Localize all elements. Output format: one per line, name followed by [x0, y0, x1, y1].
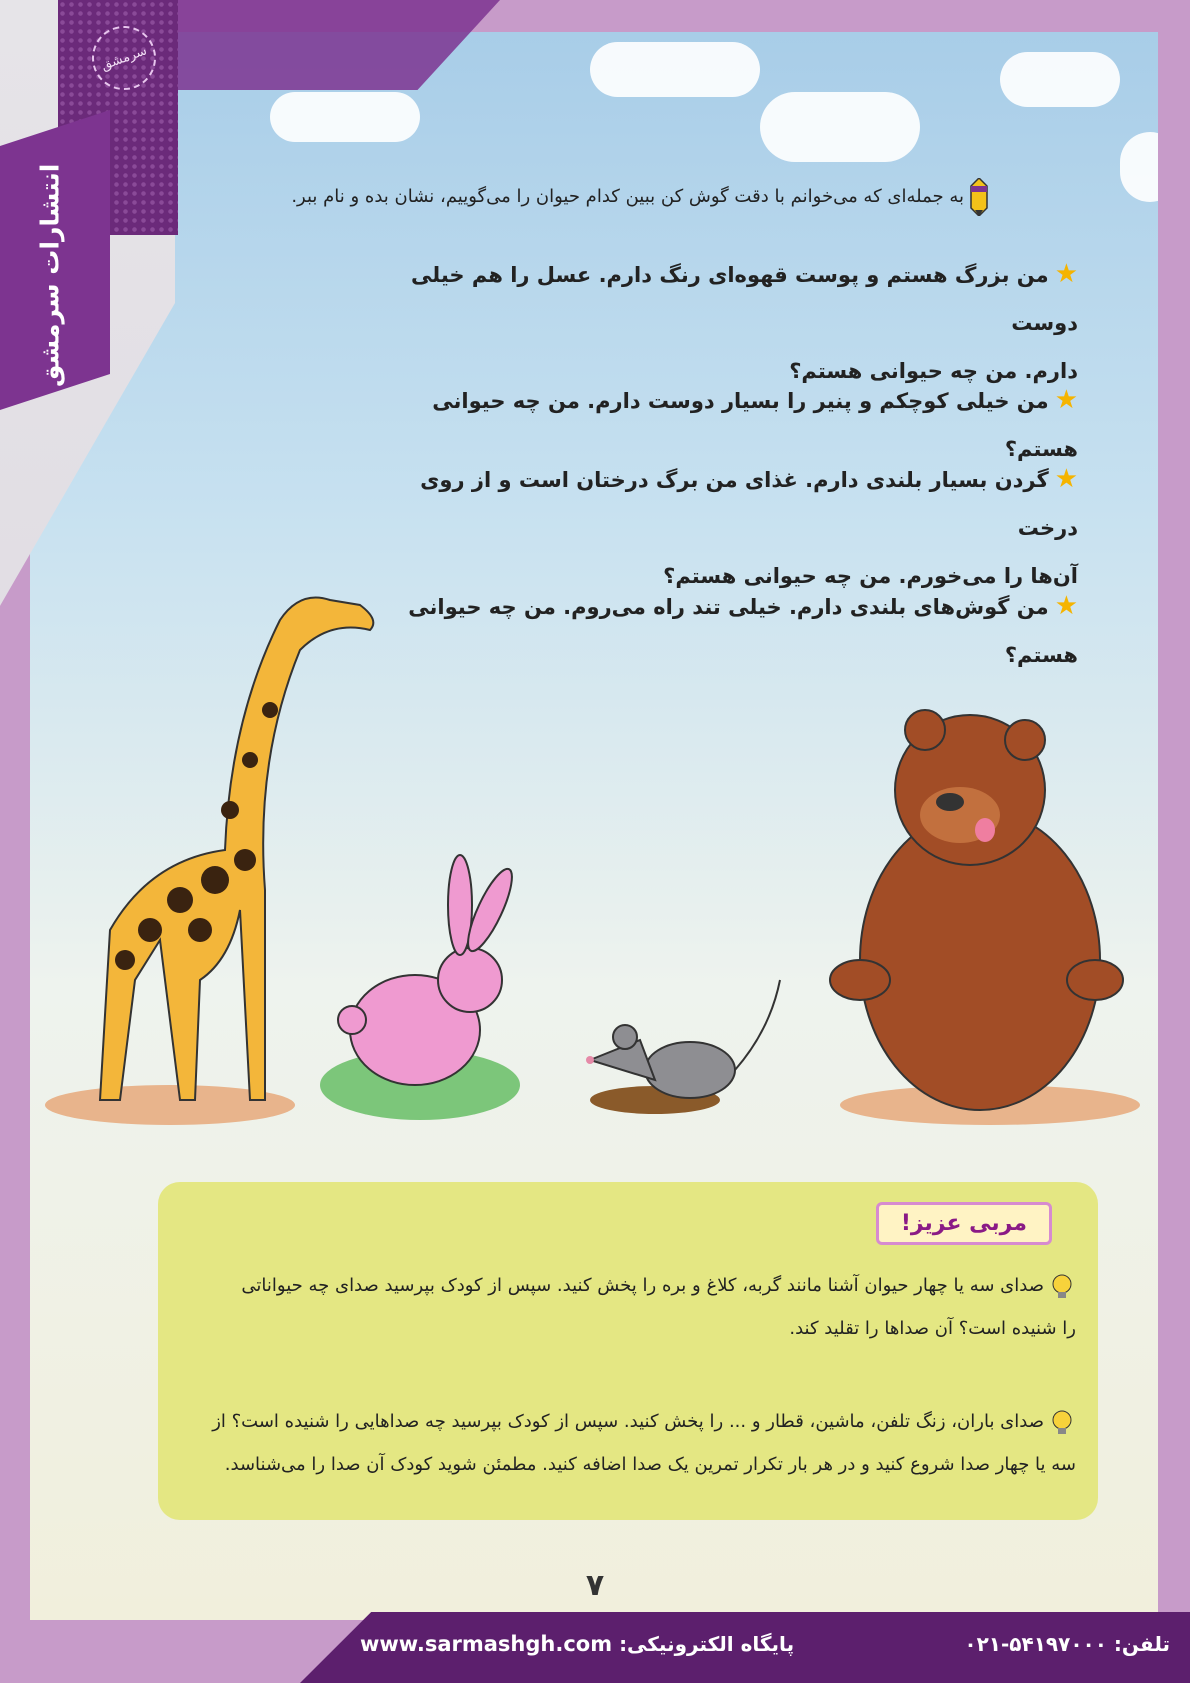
note-line: سه یا چهار صدا شروع کنید و در هر بار تکرار تمرین یک صدا اضافه کنید. مطمئن شوید کودک آن صدا را می‌شناسد. — [224, 1454, 1076, 1475]
website-url[interactable]: www.sarmashgh.com — [360, 1632, 613, 1656]
instruction-text: به جمله‌ای که می‌خوانم با دقت گوش کن ببین کدام حیوان را می‌گوییم، نشان بده و نام ببر. — [291, 186, 964, 207]
question-line: گردن بسیار بلندی دارم. غذای من برگ درختان است و از روی درخت — [420, 468, 1078, 540]
note-line: صدای باران، زنگ تلفن، ماشین، قطار و ... را پخش کنید. سپس از کودک بپرسید چه صداهایی را شنیده است؟ از — [212, 1411, 1044, 1432]
note-line: را شنیده است؟ آن صداها را تقلید کند. — [789, 1318, 1076, 1339]
cloud — [590, 42, 760, 97]
website-label: پایگاه الکترونیکی: — [619, 1632, 795, 1656]
phone-number: ۰۲۱-۵۴۱۹۷۰۰۰ — [964, 1632, 1107, 1656]
page-number: ۷ — [585, 1568, 605, 1603]
mouse-illustration — [586, 980, 780, 1114]
note-title: مربی عزیز! — [876, 1202, 1052, 1245]
note-item-2 — [181, 1400, 1076, 1486]
note-item-1 — [181, 1264, 1076, 1350]
bear-illustration — [830, 710, 1140, 1125]
footer-website — [360, 1632, 800, 1656]
phone-label: تلفن: — [1113, 1632, 1170, 1656]
star-icon: ★ — [1054, 464, 1078, 494]
rabbit-illustration — [320, 855, 520, 1120]
cloud — [1000, 52, 1120, 107]
star-icon: ★ — [1054, 259, 1078, 289]
question-line: من گوش‌های بلندی دارم. خیلی تند راه می‌روم. من چه حیوانی هستم؟ — [408, 595, 1078, 667]
note-line: صدای سه یا چهار حیوان آشنا مانند گربه، کلاغ و بره را پخش کنید. سپس از کودک بپرسید صدای چه حیواناتی — [241, 1275, 1044, 1296]
question-line: دارم. من چه حیوانی هستم؟ — [789, 359, 1078, 383]
cloud — [270, 92, 420, 142]
bulb-icon — [1048, 1272, 1076, 1300]
instruction — [190, 178, 990, 216]
cloud — [1120, 132, 1158, 202]
footer-phone — [964, 1632, 1170, 1656]
cloud — [760, 92, 920, 162]
question-line: من خیلی کوچکم و پنیر را بسیار دوست دارم. من چه حیوانی هستم؟ — [432, 389, 1078, 461]
giraffe-illustration — [45, 598, 373, 1126]
question-1 — [398, 250, 1078, 395]
teacher-note — [158, 1182, 1098, 1520]
question-line: آن‌ها را می‌خورم. من چه حیوانی هستم؟ — [663, 564, 1078, 588]
star-icon: ★ — [1054, 385, 1078, 415]
star-icon: ★ — [1054, 591, 1078, 621]
question-line: من بزرگ هستم و پوست قهوه‌ای رنگ دارم. عسل را هم خیلی دوست — [411, 263, 1078, 335]
bulb-icon — [1048, 1408, 1076, 1436]
animals-illustration — [0, 560, 1190, 1160]
pencil-icon — [968, 178, 990, 216]
publisher-logo: سرمشق — [83, 17, 165, 99]
publisher-name: انتشارات سرمشق — [35, 163, 65, 387]
